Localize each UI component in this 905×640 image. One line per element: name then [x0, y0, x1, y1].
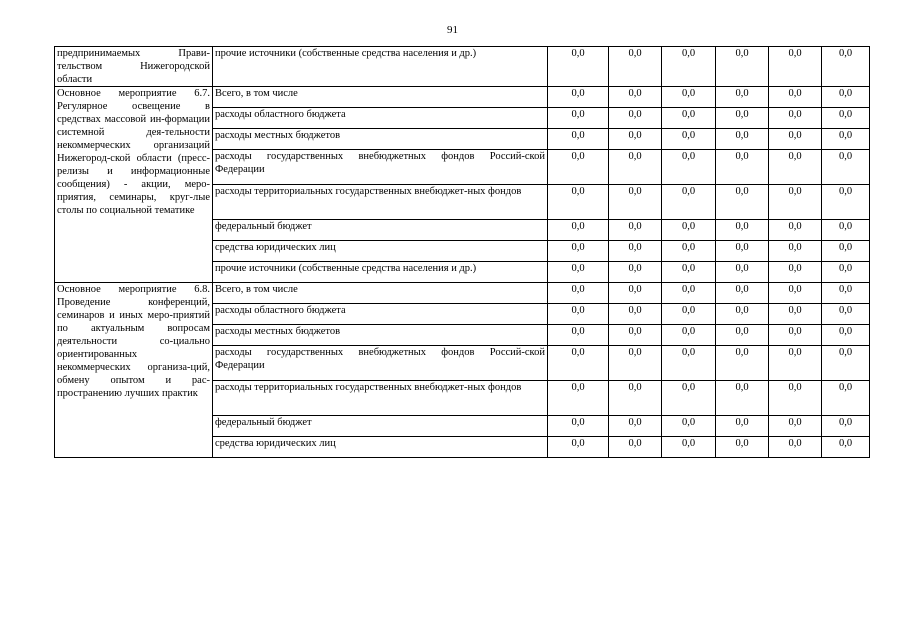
- funding-source: расходы территориальных государственных внебюджет-ных фондов: [213, 185, 548, 220]
- funding-source: прочие источники (собственные средства населения и др.): [213, 262, 548, 283]
- amount-cell: 0,0: [822, 346, 870, 381]
- funding-source: Всего, в том числе: [213, 283, 548, 304]
- page-number: 91: [447, 24, 458, 36]
- amount-cell: 0,0: [662, 325, 716, 346]
- amount-cell: 0,0: [548, 381, 609, 416]
- funding-source: средства юридических лиц: [213, 241, 548, 262]
- amount-cell: 0,0: [822, 325, 870, 346]
- amount-cell: 0,0: [769, 346, 822, 381]
- amount-cell: 0,0: [662, 150, 716, 185]
- amount-cell: 0,0: [548, 87, 609, 108]
- funding-source: расходы областного бюджета: [213, 108, 548, 129]
- amount-cell: 0,0: [662, 241, 716, 262]
- amount-cell: 0,0: [662, 262, 716, 283]
- amount-cell: 0,0: [662, 185, 716, 220]
- amount-cell: 0,0: [769, 437, 822, 458]
- funding-source: Всего, в том числе: [213, 87, 548, 108]
- amount-cell: 0,0: [822, 241, 870, 262]
- amount-cell: 0,0: [609, 346, 662, 381]
- amount-cell: 0,0: [769, 185, 822, 220]
- amount-cell: 0,0: [716, 416, 769, 437]
- funding-source: прочие источники (собственные средства населения и др.): [213, 47, 548, 87]
- funding-source: федеральный бюджет: [213, 220, 548, 241]
- amount-cell: 0,0: [609, 129, 662, 150]
- amount-cell: 0,0: [769, 87, 822, 108]
- amount-cell: 0,0: [548, 241, 609, 262]
- funding-source: расходы областного бюджета: [213, 304, 548, 325]
- amount-cell: 0,0: [609, 47, 662, 87]
- amount-cell: 0,0: [822, 283, 870, 304]
- amount-cell: 0,0: [548, 220, 609, 241]
- amount-cell: 0,0: [662, 416, 716, 437]
- amount-cell: 0,0: [716, 346, 769, 381]
- amount-cell: 0,0: [822, 185, 870, 220]
- amount-cell: 0,0: [716, 241, 769, 262]
- amount-cell: 0,0: [716, 262, 769, 283]
- amount-cell: 0,0: [716, 87, 769, 108]
- amount-cell: 0,0: [609, 262, 662, 283]
- table-row: [55, 283, 870, 304]
- funding-source: расходы государственных внебюджетных фондов Россий-ской Федерации: [213, 346, 548, 381]
- amount-cell: 0,0: [609, 220, 662, 241]
- amount-cell: 0,0: [662, 108, 716, 129]
- amount-cell: 0,0: [609, 381, 662, 416]
- amount-cell: 0,0: [548, 416, 609, 437]
- amount-cell: 0,0: [548, 437, 609, 458]
- table-row: [55, 47, 870, 87]
- activity-description: Основное мероприятие 6.7. Регулярное освещение в средствах массовой ин-формации системной дея-тельности некоммерческих организаций Нижегород-ской области (пресс-релизы и информационные сообщения) - акции, меро-приятия, семинары, круг-лые столы по социальной тематике: [55, 87, 213, 283]
- amount-cell: 0,0: [716, 325, 769, 346]
- amount-cell: 0,0: [716, 381, 769, 416]
- amount-cell: 0,0: [548, 129, 609, 150]
- amount-cell: 0,0: [822, 220, 870, 241]
- amount-cell: 0,0: [609, 304, 662, 325]
- amount-cell: 0,0: [609, 416, 662, 437]
- amount-cell: 0,0: [662, 381, 716, 416]
- amount-cell: 0,0: [716, 185, 769, 220]
- activity-description: предпринимаемых Прави-тельством Нижегородской области: [55, 47, 213, 87]
- amount-cell: 0,0: [716, 437, 769, 458]
- amount-cell: 0,0: [609, 87, 662, 108]
- amount-cell: 0,0: [548, 325, 609, 346]
- amount-cell: 0,0: [822, 304, 870, 325]
- amount-cell: 0,0: [769, 325, 822, 346]
- amount-cell: 0,0: [548, 47, 609, 87]
- amount-cell: 0,0: [662, 346, 716, 381]
- amount-cell: 0,0: [662, 87, 716, 108]
- funding-table-body: [55, 47, 870, 458]
- amount-cell: 0,0: [662, 304, 716, 325]
- funding-source: расходы территориальных государственных внебюджет-ных фондов: [213, 381, 548, 416]
- amount-cell: 0,0: [609, 241, 662, 262]
- amount-cell: 0,0: [769, 47, 822, 87]
- amount-cell: 0,0: [609, 437, 662, 458]
- amount-cell: 0,0: [609, 108, 662, 129]
- amount-cell: 0,0: [609, 185, 662, 220]
- funding-table: [54, 46, 870, 458]
- amount-cell: 0,0: [769, 416, 822, 437]
- amount-cell: 0,0: [609, 325, 662, 346]
- amount-cell: 0,0: [822, 129, 870, 150]
- amount-cell: 0,0: [609, 150, 662, 185]
- amount-cell: 0,0: [822, 150, 870, 185]
- amount-cell: 0,0: [716, 150, 769, 185]
- amount-cell: 0,0: [822, 262, 870, 283]
- amount-cell: 0,0: [548, 108, 609, 129]
- amount-cell: 0,0: [548, 150, 609, 185]
- amount-cell: 0,0: [769, 241, 822, 262]
- amount-cell: 0,0: [769, 381, 822, 416]
- funding-source: средства юридических лиц: [213, 437, 548, 458]
- amount-cell: 0,0: [662, 283, 716, 304]
- amount-cell: 0,0: [769, 283, 822, 304]
- amount-cell: 0,0: [716, 47, 769, 87]
- amount-cell: 0,0: [716, 129, 769, 150]
- amount-cell: 0,0: [609, 283, 662, 304]
- amount-cell: 0,0: [548, 346, 609, 381]
- amount-cell: 0,0: [716, 283, 769, 304]
- funding-source: расходы местных бюджетов: [213, 129, 548, 150]
- funding-source: федеральный бюджет: [213, 416, 548, 437]
- amount-cell: 0,0: [822, 47, 870, 87]
- amount-cell: 0,0: [548, 262, 609, 283]
- amount-cell: 0,0: [662, 129, 716, 150]
- amount-cell: 0,0: [662, 220, 716, 241]
- amount-cell: 0,0: [769, 129, 822, 150]
- amount-cell: 0,0: [716, 220, 769, 241]
- amount-cell: 0,0: [769, 220, 822, 241]
- activity-description: Основное мероприятие 6.8. Проведение конференций, семинаров и иных меро-приятий по актуальным вопросам деятельности со-циально ориентированных некоммерческих организа-ций, обмену опытом и рас-пространению лучших практик: [55, 283, 213, 458]
- amount-cell: 0,0: [822, 108, 870, 129]
- funding-source: расходы местных бюджетов: [213, 325, 548, 346]
- table-row: [55, 87, 870, 108]
- amount-cell: 0,0: [822, 87, 870, 108]
- amount-cell: 0,0: [769, 108, 822, 129]
- amount-cell: 0,0: [662, 47, 716, 87]
- amount-cell: 0,0: [822, 437, 870, 458]
- amount-cell: 0,0: [769, 150, 822, 185]
- amount-cell: 0,0: [769, 304, 822, 325]
- amount-cell: 0,0: [662, 437, 716, 458]
- amount-cell: 0,0: [822, 381, 870, 416]
- amount-cell: 0,0: [548, 185, 609, 220]
- funding-source: расходы государственных внебюджетных фондов Россий-ской Федерации: [213, 150, 548, 185]
- amount-cell: 0,0: [716, 304, 769, 325]
- amount-cell: 0,0: [716, 108, 769, 129]
- amount-cell: 0,0: [769, 262, 822, 283]
- amount-cell: 0,0: [548, 304, 609, 325]
- amount-cell: 0,0: [548, 283, 609, 304]
- amount-cell: 0,0: [822, 416, 870, 437]
